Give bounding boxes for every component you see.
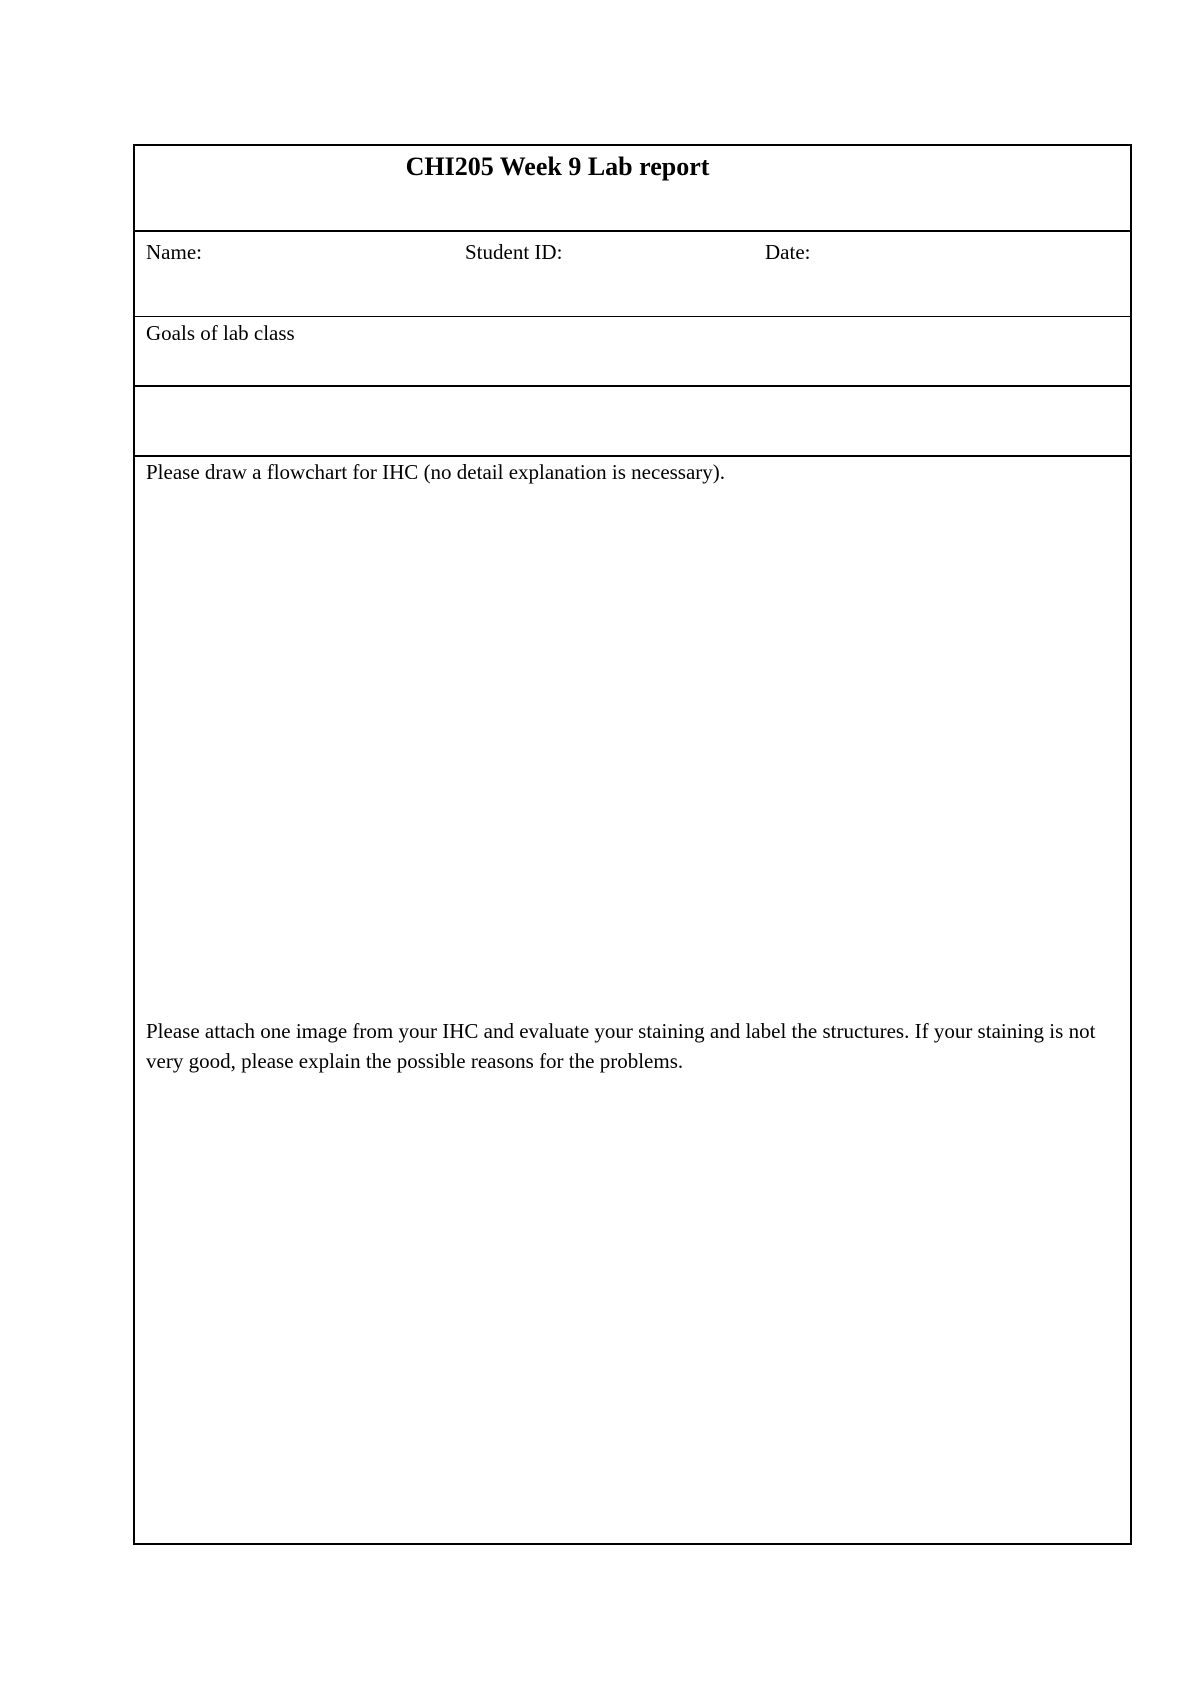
- goals-answer-area: [135, 387, 1130, 457]
- student-id-field-label: Student ID:: [465, 240, 563, 264]
- report-title: CHI205 Week 9 Lab report: [405, 152, 710, 181]
- goals-row: [135, 317, 1130, 387]
- goals-label: Goals of lab class: [146, 321, 295, 345]
- name-field-label: Name:: [146, 240, 202, 264]
- flowchart-prompt: Please draw a flowchart for IHC (no detail explanation is necessary).: [146, 460, 726, 484]
- title-row: [135, 146, 1130, 232]
- lab-report-form: [133, 144, 1132, 1545]
- image-attach-prompt: Please attach one image from your IHC and evaluate your staining and label the structures. If your staining is not very good, please explain the possible reasons for the problems.: [146, 1019, 1096, 1073]
- report-body-section: [135, 457, 1130, 1543]
- date-field-label: Date:: [765, 240, 811, 264]
- student-info-row: [135, 232, 1130, 317]
